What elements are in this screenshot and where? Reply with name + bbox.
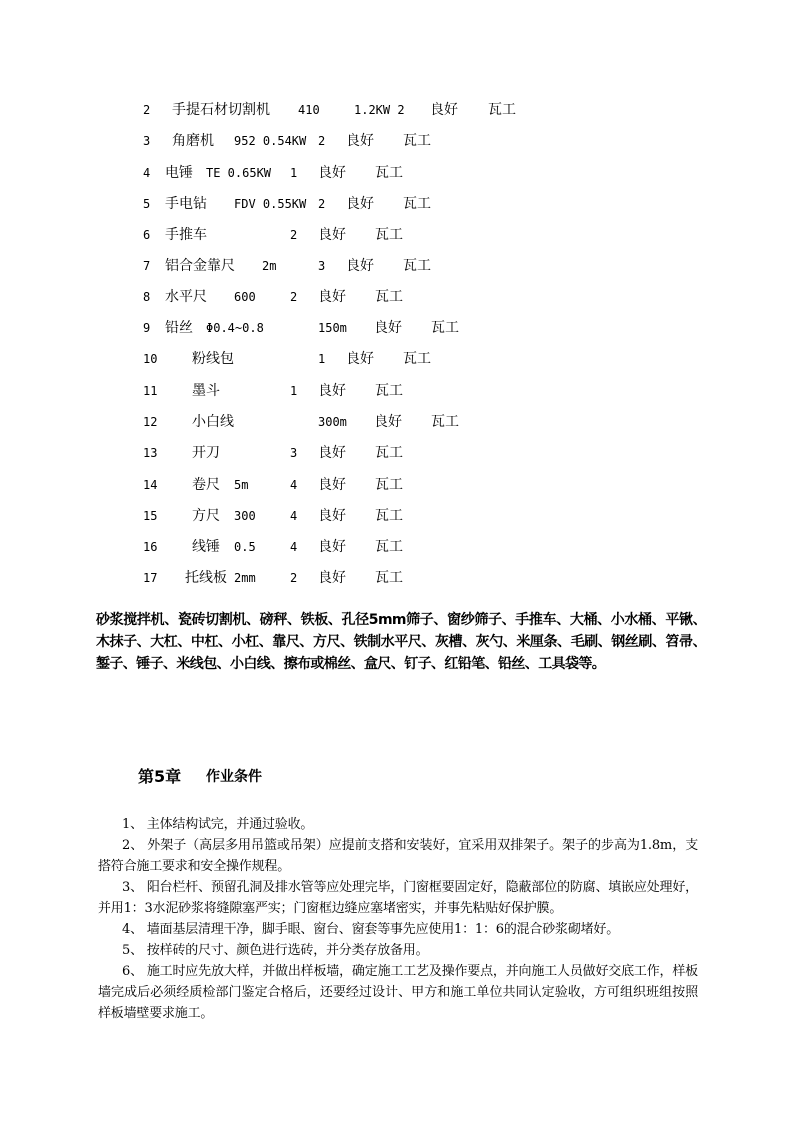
item-name: 水平尺 [165, 289, 207, 305]
list-item [0, 475, 794, 495]
item-qty: 1.2KW 2 [354, 103, 405, 117]
item-use: 瓦工 [431, 320, 459, 336]
item-number: 7 [143, 259, 151, 273]
item-use: 瓦工 [375, 289, 403, 305]
list-item [0, 381, 794, 401]
item-use: 瓦工 [375, 508, 403, 524]
item-spec: 410 [298, 103, 320, 117]
list-item [0, 443, 794, 463]
item-name: 铝合金靠尺 [165, 258, 235, 274]
condition-item: 4、 墙面基层清理干净，脚手眼、窗台、窗套等事先应使用1：1：6的混合砂浆砌堵好。 [122, 922, 620, 937]
item-use: 瓦工 [403, 351, 431, 367]
item-name: 铅丝 [165, 320, 193, 336]
item-name: 墨斗 [192, 383, 220, 399]
item-qty: 2 [290, 228, 298, 242]
item-name: 粉线包 [192, 351, 234, 367]
item-state: 良好 [318, 477, 346, 493]
item-name: 角磨机 [172, 133, 214, 149]
item-state: 良好 [318, 289, 346, 305]
list-item [0, 287, 794, 307]
item-number: 16 [143, 540, 158, 554]
item-name: 手电钻 [165, 196, 207, 212]
item-state: 良好 [346, 133, 374, 149]
item-qty: 1 [290, 166, 298, 180]
item-qty: 300m [318, 415, 347, 429]
item-spec: 5m [234, 478, 249, 492]
item-name: 卷尺 [192, 477, 220, 493]
item-name: 手提石材切割机 [172, 102, 270, 118]
item-state: 良好 [318, 570, 346, 586]
item-qty: 1 [318, 352, 326, 366]
item-number: 12 [143, 415, 158, 429]
item-name: 电锤 [165, 165, 193, 181]
item-use: 瓦工 [375, 477, 403, 493]
list-item [0, 537, 794, 557]
item-number: 4 [143, 166, 151, 180]
item-qty: 2 [318, 134, 326, 148]
item-state: 良好 [318, 227, 346, 243]
item-state: 良好 [318, 508, 346, 524]
item-spec: 2mm [234, 571, 256, 585]
item-state: 良好 [374, 320, 402, 336]
list-item [0, 194, 794, 214]
item-qty: 4 [290, 540, 298, 554]
item-qty: 4 [290, 509, 298, 523]
item-number: 2 [143, 103, 151, 117]
item-number: 8 [143, 290, 151, 304]
item-use: 瓦工 [403, 196, 431, 212]
list-item [0, 318, 794, 338]
item-spec: 952 0.54KW [234, 134, 307, 148]
item-spec: 300 [234, 509, 256, 523]
item-number: 3 [143, 134, 151, 148]
item-state: 良好 [346, 351, 374, 367]
condition-item: 5、 按样砖的尺寸、颜色进行选砖，并分类存放备用。 [122, 943, 429, 958]
item-state: 良好 [318, 539, 346, 555]
item-use: 瓦工 [375, 383, 403, 399]
item-number: 13 [143, 446, 158, 460]
item-number: 5 [143, 197, 151, 211]
item-spec: 2m [262, 259, 277, 273]
condition-item: 2、 外架子（高层多用吊篮或吊架）应提前支搭和安装好，宜采用双排架子。架子的步高为1.8m，支搭符合施工要求和安全操作规程。 [98, 838, 698, 874]
item-use: 瓦工 [375, 165, 403, 181]
item-state: 良好 [318, 165, 346, 181]
item-spec: TE 0.65KW [206, 166, 272, 180]
item-use: 瓦工 [488, 102, 516, 118]
item-qty: 3 [318, 259, 326, 273]
item-state: 良好 [318, 445, 346, 461]
item-number: 6 [143, 228, 151, 242]
list-item [0, 100, 794, 120]
item-qty: 2 [290, 290, 298, 304]
item-qty: 2 [318, 197, 326, 211]
item-state: 良好 [346, 258, 374, 274]
list-item [0, 568, 794, 588]
item-name: 托线板 [185, 570, 227, 586]
item-spec: 0.5 [234, 540, 256, 554]
item-use: 瓦工 [403, 258, 431, 274]
item-number: 10 [143, 352, 158, 366]
chapter-heading [0, 764, 794, 788]
item-use: 瓦工 [375, 570, 403, 586]
item-state: 良好 [318, 383, 346, 399]
list-item [0, 131, 794, 151]
item-state: 良好 [430, 102, 458, 118]
item-name: 方尺 [192, 508, 220, 524]
item-name: 线锤 [192, 539, 220, 555]
item-spec: FDV 0.55KW [234, 197, 307, 211]
item-qty: 1 [290, 384, 298, 398]
item-qty: 3 [290, 446, 298, 460]
item-number: 15 [143, 509, 158, 523]
item-use: 瓦工 [431, 414, 459, 430]
condition-item: 1、 主体结构试完，并通过验收。 [122, 817, 314, 832]
list-item [0, 225, 794, 245]
list-item [0, 506, 794, 526]
item-state: 良好 [374, 414, 402, 430]
tool-summary-paragraph: 砂浆搅拌机、瓷砖切割机、磅秤、铁板、孔径5mm筛子、窗纱筛子、手推车、大桶、小水桶、平锹、木抹子、大杠、中杠、小杠、靠尺、方尺、铁制水平尺、灰槽、灰勺、米厘条、毛刷、钢丝刷、笤帚、錾子、锤子、米线包、小白线、擦布或棉丝、盒尺、钉子、红铅笔、铅丝、工具袋等。 [96, 612, 706, 672]
item-name: 手推车 [165, 227, 207, 243]
item-use: 瓦工 [403, 133, 431, 149]
item-use: 瓦工 [375, 445, 403, 461]
item-number: 14 [143, 478, 158, 492]
item-state: 良好 [346, 196, 374, 212]
item-number: 9 [143, 321, 151, 335]
item-name: 开刀 [192, 445, 220, 461]
work-conditions-list [98, 814, 698, 1024]
chapter-title: 作业条件 [206, 769, 262, 785]
condition-item: 3、 阳台栏杆、预留孔洞及排水管等应处理完毕，门窗框要固定好，隐蔽部位的防腐、填嵌应处理好，并用1：3水泥砂浆将缝隙塞严实；门窗框边缝应塞堵密实，并事先粘贴好保护膜。 [98, 880, 698, 916]
item-use: 瓦工 [375, 539, 403, 555]
chapter-number: 第5章 [138, 767, 182, 786]
item-spec: 600 [234, 290, 256, 304]
condition-item: 6、 施工时应先放大样，并做出样板墙，确定施工工艺及操作要点，并向施工人员做好交底工作，样板墙完成后必须经质检部门鉴定合格后，还要经过设计、甲方和施工单位共同认定验收，方可组织班组按照样板墙壁要求施工。 [98, 964, 698, 1021]
item-use: 瓦工 [375, 227, 403, 243]
list-item [0, 163, 794, 183]
item-number: 11 [143, 384, 158, 398]
item-qty: 4 [290, 478, 298, 492]
item-number: 17 [143, 571, 158, 585]
list-item [0, 349, 794, 369]
list-item [0, 256, 794, 276]
item-qty: 150m [318, 321, 347, 335]
item-spec: Φ0.4~0.8 [206, 321, 264, 335]
list-item [0, 412, 794, 432]
item-qty: 2 [290, 571, 298, 585]
item-name: 小白线 [192, 414, 234, 430]
